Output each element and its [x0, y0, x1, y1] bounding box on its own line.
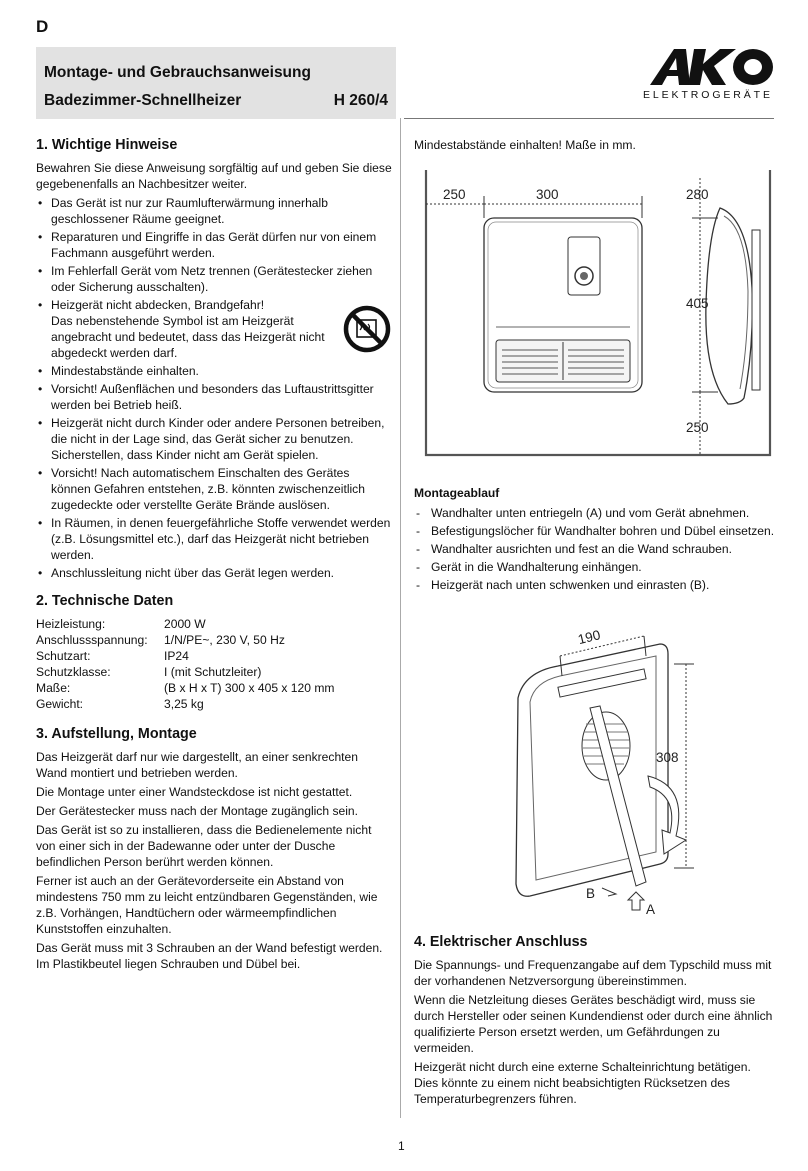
language-marker: D [36, 17, 49, 36]
paragraph: Ferner ist auch an der Gerätevorderseite ein Abstand von mindestens 750 mm zu leicht entzündbaren Gegenständen, wie z.B. Vorhängen, Handtüchern oder wärmeempfindlichen Kunststoffen einzuhalten. [36, 874, 378, 936]
spec-label: Anschlussspannung: [36, 633, 148, 647]
symbol-note: Das nebenstehende Symbol ist am Heizgerät angebracht und bedeutet, dass das Heizgerät nicht abgedeckt werden darf. [51, 314, 325, 360]
left-column [36, 137, 392, 975]
list-item: - Befestigungslöcher für Wandhalter bohren und Dübel einsetzen. [414, 523, 776, 539]
montage-steps [414, 505, 776, 593]
list-item: • Im Fehlerfall Gerät vom Netz trennen (Gerätestecker ziehen oder Sicherung ausschalten). [36, 263, 392, 295]
table-row [36, 680, 335, 696]
list-item: • Mindestabstände einhalten. [36, 363, 392, 379]
paragraph: Die Montage unter einer Wandsteckdose ist nicht gestattet. [36, 785, 353, 799]
dim-top-280: 280 [686, 187, 709, 202]
do-not-cover-icon [342, 304, 392, 354]
spec-value: 3,25 kg [164, 697, 204, 711]
list-item: • Vorsicht! Außenflächen und besonders das Luftaustrittsgitter werden bei Betrieb heiß. [36, 381, 392, 413]
list-item: • Reparaturen und Eingriffe in das Gerät dürfen nur von einem Fachmann ausgeführt werden. [36, 229, 392, 261]
list-item: • In Räumen, in denen feuergefährliche Stoffe verwendet werden (z.B. Lösungsmittel etc.), darf das Heizgerät nicht betrieben werden. [36, 515, 392, 563]
dim-190: 190 [576, 627, 602, 648]
paragraph: Heizgerät nicht durch eine externe Schalteinrichtung betätigen. Dies könnte zu einem nicht beabsichtigten Rücksetzen des Temperaturbegrenzers führen. [414, 1060, 751, 1106]
paragraph: Das Gerät muss mit 3 Schrauben an der Wand befestigt werden. Im Plastikbeutel liegen Schrauben und Dübel bei. [36, 941, 383, 971]
table-row [36, 648, 335, 664]
list-item: - Wandhalter unten entriegeln (A) und vom Gerät abnehmen. [414, 505, 776, 521]
montage-heading: Montageablauf [414, 486, 500, 500]
spec-value: 2000 W [164, 617, 206, 631]
spec-value: (B x H x T) 300 x 405 x 120 mm [164, 681, 335, 695]
section-heading-aufstellung: 3. Aufstellung, Montage [36, 726, 197, 742]
table-row [36, 664, 335, 680]
table-row [36, 632, 335, 648]
list-item: - Heizgerät nach unten schwenken und einrasten (B). [414, 577, 776, 593]
spec-value: IP24 [164, 649, 189, 663]
paragraph: Der Gerätestecker muss nach der Montage zugänglich sein. [36, 804, 358, 818]
column-divider [400, 118, 401, 1118]
model-number: H 260/4 [333, 92, 388, 109]
title-box [36, 47, 396, 119]
brand-subtitle: ELEKTROGERÄTE [643, 89, 773, 101]
list-item: • Das Gerät ist nur zur Raumlufterwärmung innerhalb geschlossener Räume geeignet. [36, 195, 392, 227]
document-title: Montage- und Gebrauchsanweisung [44, 64, 311, 81]
list-item: - Gerät in die Wandhalterung einhängen. [414, 559, 776, 575]
table-row [36, 616, 335, 632]
spec-label: Schutzklasse: [36, 665, 111, 679]
section-heading-hinweise: 1. Wichtige Hinweise [36, 137, 178, 153]
section-heading-technische-daten: 2. Technische Daten [36, 593, 174, 609]
header-rule [404, 118, 774, 119]
list-item [36, 297, 392, 361]
hinweise-list [36, 195, 392, 581]
dim-308: 308 [656, 750, 679, 765]
dim-bottom-250: 250 [686, 420, 709, 435]
technical-data-table [36, 616, 335, 712]
spec-label: Maße: [36, 681, 71, 695]
label-b: B [586, 886, 596, 901]
spec-label: Gewicht: [36, 697, 84, 711]
paragraph: Wenn die Netzleitung dieses Gerätes beschädigt wird, muss sie durch Hersteller oder seinen Kundendienst oder durch eine ähnlich qualifizierte Person ersetzt werden, um Gefährdungen zu vermeiden. [414, 993, 773, 1055]
mounting-diagram [478, 616, 700, 918]
montage-section [414, 485, 776, 595]
list-item: • Heizgerät nicht durch Kinder oder andere Personen betreiben, die nicht in der Lage sind, das Gerät sicher zu benutzen. Sicherstellen, dass Kinder nicht am Gerät spielen. [36, 415, 392, 463]
spec-label: Schutzart: [36, 649, 91, 663]
section-elektrischer-anschluss [414, 934, 776, 1110]
clearance-diagram [418, 170, 778, 462]
list-item: - Wandhalter ausrichten und fest an die Wand schrauben. [414, 541, 776, 557]
dim-left-250: 250 [443, 187, 466, 202]
page-number: 1 [398, 1139, 405, 1153]
product-name: Badezimmer-Schnellheizer [44, 92, 242, 109]
list-item: • Vorsicht! Nach automatischem Einschalten des Gerätes können Gefahren entstehen, z.B. könnten zwischenzeitlich zugedeckte oder verstellte Geräte Brände auslösen. [36, 465, 392, 513]
mindest-text: Mindestabstände einhalten! Maße in mm. [414, 138, 636, 152]
table-row [36, 696, 335, 712]
spec-value: 1/N/PE~, 230 V, 50 Hz [164, 633, 285, 647]
logo-text: AKO [650, 47, 653, 48]
paragraph: Die Spannungs- und Frequenzangabe auf dem Typschild muss mit der vorhandenen Netzversorgung übereinstimmen. [414, 958, 772, 988]
label-a: A [646, 902, 656, 917]
spec-value: I (mit Schutzleiter) [164, 665, 262, 679]
section-heading-anschluss: 4. Elektrischer Anschluss [414, 934, 588, 950]
dim-height-405: 405 [686, 296, 709, 311]
intro-text: Bewahren Sie diese Anweisung sorgfältig auf und geben Sie diese gegebenenfalls an Nachbesitzer weiter. [36, 161, 392, 191]
list-item: • Anschlussleitung nicht über das Gerät legen werden. [36, 565, 392, 581]
paragraph: Das Heizgerät darf nur wie dargestellt, an einer senkrechten Wand montiert und betrieben werden. [36, 750, 358, 780]
spec-label: Heizleistung: [36, 617, 106, 631]
warning-text: Heizgerät nicht abdecken, Brandgefahr! [51, 298, 265, 312]
dim-width-300: 300 [536, 187, 559, 202]
paragraph: Das Gerät ist so zu installieren, dass die Bedienelemente nicht von einer sich in der Badewanne oder unter der Dusche befindlichen Person berührt werden können. [36, 823, 372, 869]
right-column-top [414, 137, 776, 156]
